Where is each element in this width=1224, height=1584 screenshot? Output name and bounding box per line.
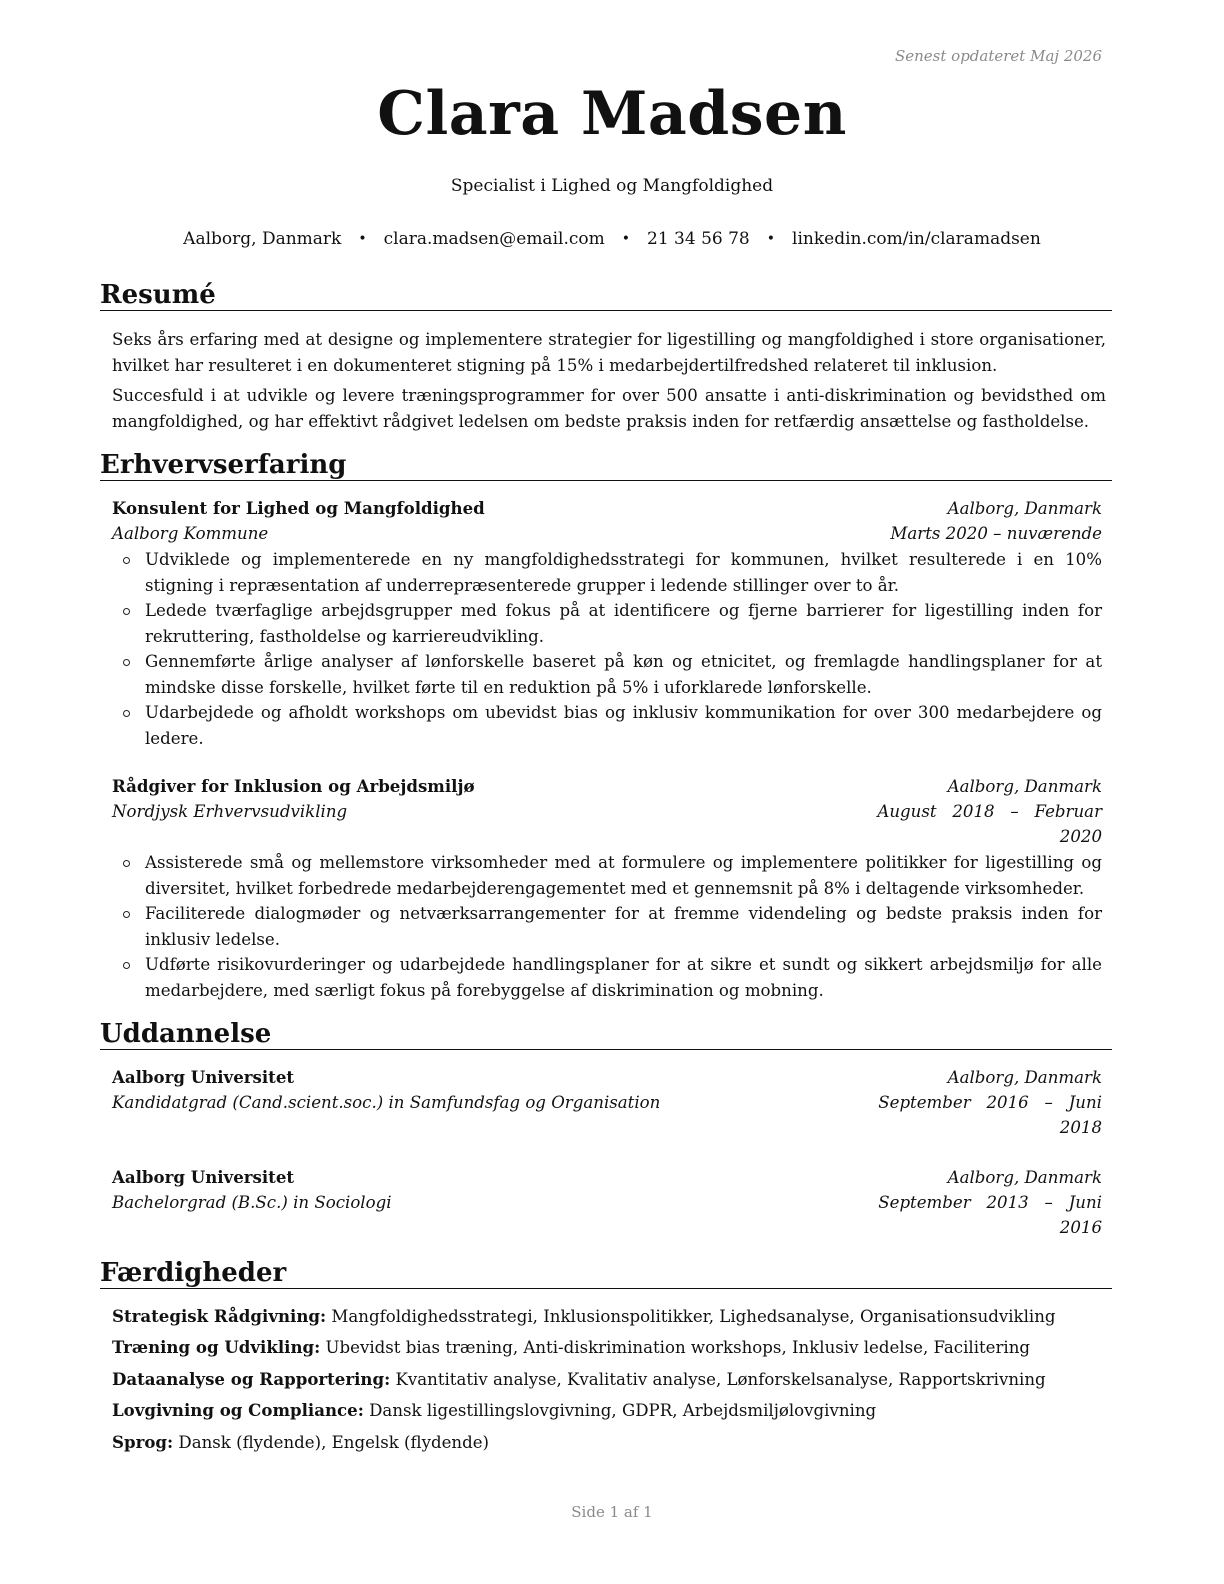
page-number: Side 1 af 1 (571, 1503, 653, 1521)
bullet-circle-icon (123, 710, 130, 717)
bullet-text: Gennemførte årlige analyser af lønforskelle baseret på køn og etnicitet, og fremlagde handlingsplaner for at mindske disse forskelle, hvilket førte til en reduktion på 5% i uforklarede lønforskelle. (145, 652, 1102, 697)
bullet-text: Faciliterede dialogmøder og netværksarrangementer for at fremme videndeling og bedste praksis inden for inklusiv ledelse. (145, 904, 1102, 949)
skill-value: Ubevidst bias træning, Anti-diskrimination workshops, Inklusiv ledelse, Facilitering (325, 1338, 1031, 1357)
skill-line (112, 1335, 1102, 1360)
section-heading-summary: Resumé (100, 282, 1112, 311)
contact-linkedin[interactable]: linkedin.com/in/claramadsen (792, 229, 1041, 249)
skill-value: Kvantitativ analyse, Kvalitativ analyse, Lønforskelsanalyse, Rapportskrivning (395, 1370, 1046, 1389)
contact-location: Aalborg, Danmark (183, 229, 342, 249)
person-name: Clara Madsen (377, 79, 847, 149)
section-heading-skills: Færdigheder (100, 1260, 1112, 1289)
bullet-circle-icon (123, 911, 130, 918)
bullet-circle-icon (123, 860, 130, 867)
list-item (112, 598, 1102, 649)
job-dates: Marts 2020 – nuværende (890, 524, 1102, 543)
skill-line (112, 1398, 1102, 1423)
contact-separator: • (358, 231, 367, 247)
skill-value: Mangfoldighedsstrategi, Inklusionspolitikker, Lighedsanalyse, Organisationsudvikling (331, 1307, 1056, 1326)
degree: Bachelorgrad (B.Sc.) in Sociologi (112, 1193, 392, 1212)
bullet-circle-icon (123, 962, 130, 969)
job-subheader (112, 799, 1102, 825)
skill-line (112, 1304, 1102, 1329)
contact-separator: • (766, 231, 776, 247)
summary-paragraph: Succesfuld i at udvikle og levere træningsprogrammer for over 500 ansatte i anti-diskrimination og bevidsthed om mangfoldighed, og har effektivt rådgivet ledelsen om bedste praksis inden for retfærdig ansættelse og fastholdelse. (112, 386, 1106, 431)
education-header (112, 1065, 1102, 1091)
job-title: Rådgiver for Inklusion og Arbejdsmiljø (112, 776, 475, 796)
degree: Kandidatgrad (Cand.scient.soc.) in Samfundsfag og Organisation (112, 1093, 661, 1112)
section-heading-education: Uddannelse (100, 1021, 1112, 1050)
bullet-text: Udarbejdede og afholdt workshops om ubevidst bias og inklusiv kommunikation for over 300 medarbejdere og ledere. (145, 703, 1102, 748)
contact-line (0, 229, 1224, 249)
bullet-circle-icon (123, 557, 130, 564)
job-location: Aalborg, Danmark (947, 777, 1102, 796)
section-heading-experience: Erhvervserfaring (100, 452, 1112, 481)
list-item (112, 649, 1102, 700)
job-dates-continued (112, 824, 1102, 850)
job-header (112, 774, 1102, 800)
bullet-text: Ledede tværfaglige arbejdsgrupper med fokus på at identificere og fjerne barrierer for ligestilling inden for rekruttering, fastholdelse og karriereudvikling. (145, 601, 1102, 646)
skill-label: Træning og Udvikling: (112, 1337, 321, 1357)
job-bullets (112, 850, 1102, 1003)
education-dates-end: 2018 (1059, 1118, 1102, 1137)
list-item (112, 901, 1102, 952)
job-dates: August 2018 – Februar (877, 802, 1102, 821)
school-name: Aalborg Universitet (112, 1167, 295, 1187)
skill-line (112, 1430, 1102, 1455)
contact-phone: 21 34 56 78 (647, 229, 750, 249)
list-item (112, 547, 1102, 598)
bullet-text: Assisterede små og mellemstore virksomheder med at formulere og implementere politikker for ligestilling og diversitet, hvilket forbedrede medarbejderengagementet med et gennemsnit på 8% i deltagende virksomheder. (145, 853, 1102, 898)
education-header (112, 1165, 1102, 1191)
job-header (112, 496, 1102, 522)
skill-label: Sprog: (112, 1432, 174, 1452)
education-subheader (112, 1090, 1102, 1116)
bullet-circle-icon (123, 608, 130, 615)
job-title: Konsulent for Lighed og Mangfoldighed (112, 498, 485, 518)
summary-paragraph: Seks års erfaring med at designe og implementere strategier for ligestilling og mangfoldighed i store organisationer, hvilket har resulteret i en dokumenteret stigning på 15% i medarbejdertilfredshed relateret til inklusion. (112, 330, 1106, 375)
skill-value: Dansk ligestillingslovgivning, GDPR, Arbejdsmiljølovgivning (369, 1401, 877, 1420)
job-location: Aalborg, Danmark (947, 499, 1102, 518)
education-dates-continued (112, 1215, 1102, 1241)
education-subheader (112, 1190, 1102, 1216)
school-location: Aalborg, Danmark (947, 1168, 1102, 1187)
school-location: Aalborg, Danmark (947, 1068, 1102, 1087)
skill-label: Dataanalyse og Rapportering: (112, 1369, 391, 1389)
job-subheader (112, 521, 1102, 547)
last-updated: Senest opdateret Maj 2026 (894, 47, 1102, 65)
skill-line (112, 1367, 1102, 1392)
job-employer: Aalborg Kommune (112, 524, 269, 543)
list-item (112, 952, 1102, 1003)
bullet-circle-icon (123, 659, 130, 666)
bullet-text: Udførte risikovurderinger og udarbejdede handlingsplaner for at sikre et sundt og sikkert arbejdsmiljø for alle medarbejdere, med særligt fokus på forebyggelse af diskrimination og mobning. (145, 955, 1102, 1000)
contact-email[interactable]: clara.madsen@email.com (383, 229, 605, 249)
skill-value: Dansk (flydende), Engelsk (flydende) (178, 1433, 490, 1452)
school-name: Aalborg Universitet (112, 1067, 295, 1087)
education-dates-end: 2016 (1059, 1218, 1102, 1237)
bullet-text: Udviklede og implementerede en ny mangfoldighedsstrategi for kommunen, hvilket resulterede i en 10% stigning i repræsentation af underrepræsenterede grupper i ledende stillinger over to år. (145, 550, 1102, 595)
education-dates: September 2016 – Juni (878, 1093, 1102, 1112)
list-item (112, 850, 1102, 901)
skill-label: Lovgivning og Compliance: (112, 1400, 364, 1420)
job-employer: Nordjysk Erhvervsudvikling (112, 802, 348, 821)
list-item (112, 700, 1102, 751)
job-bullets (112, 547, 1102, 751)
job-title: Specialist i Lighed og Mangfoldighed (450, 176, 774, 196)
job-dates-end: 2020 (1059, 827, 1102, 846)
education-dates: September 2013 – Juni (878, 1193, 1102, 1212)
contact-separator: • (621, 231, 630, 247)
skill-label: Strategisk Rådgivning: (112, 1306, 327, 1326)
education-dates-continued (112, 1115, 1102, 1141)
